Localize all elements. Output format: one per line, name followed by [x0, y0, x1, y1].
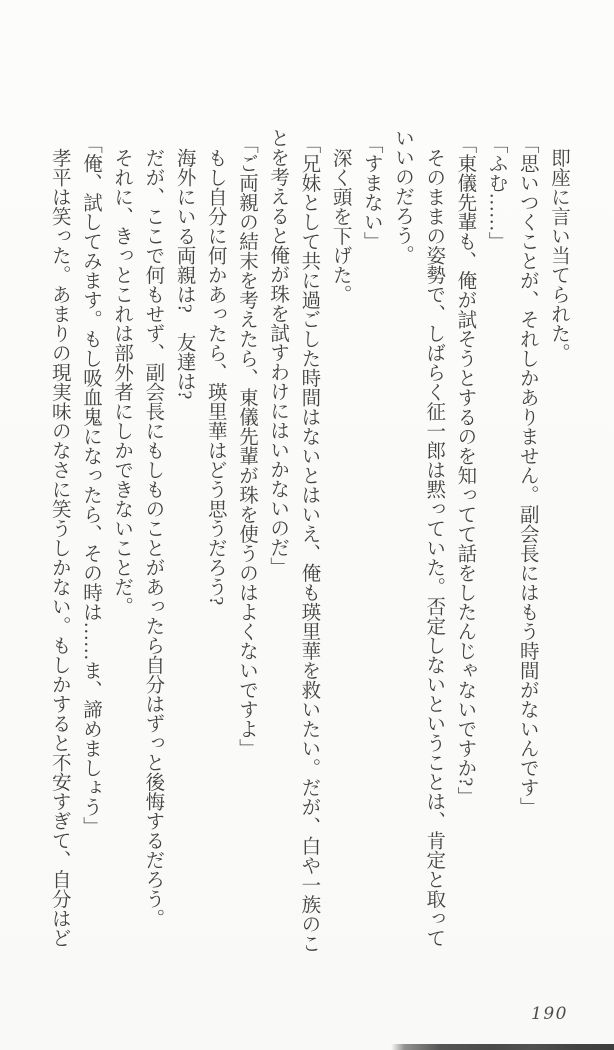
text-line: 即座に言い当てられた。	[548, 147, 569, 362]
text-line: 「兄妹として共に過ごした時間はないとはいえ、俺も瑛里華を救いたい。だが、白や一族のこ	[298, 134, 320, 953]
text-line: 「東儀先輩も、俺が試そうとするのを知ってて話をしたんじゃないですか?」	[454, 134, 476, 806]
page-bottom-edge-shadow	[391, 1044, 614, 1050]
text-block	[43, 128, 574, 982]
text-line: それに、きっとこれは部外者にしかできないことだ。	[111, 147, 133, 616]
text-line: 孝平は笑った。あまりの現実味のなさに笑うしかない。もしかすると不安すぎて、自分はど	[48, 147, 70, 947]
text-line: 「ふむ……」	[485, 134, 507, 251]
text-line: 海外にいる両親は? 友達は?	[173, 147, 195, 399]
text-line: そのままの姿勢で、しばらく征一郎は黙っていた。否定しないということは、肯定と取って	[423, 147, 445, 947]
text-line: いいのだろう。	[391, 128, 413, 265]
text-line: 深く頭を下げた。	[329, 147, 351, 304]
text-line: 「すまない」	[360, 134, 382, 251]
text-line: 「ご両親の結末を考えたら、東儀先輩が珠を使うのはよくないですよ」	[235, 134, 257, 758]
text-line: とを考えると俺が珠を試すわけにはいかないのだ」	[267, 128, 289, 577]
page-number: 190	[531, 1004, 568, 1024]
text-line: だが、ここで何もせず、副会長にもしものことがあったら自分はずっと後悔するだろう。	[142, 147, 164, 928]
text-line: 「俺、試してみます。もし吸血鬼になったら、その時は……ま、諦めましょう」	[79, 134, 101, 836]
text-line: 「思いつくことが、それしかありません。副会長にはもう時間がないんです」	[516, 134, 538, 817]
text-line: もし自分に何かあったら、瑛里華はどう思うだろう?	[204, 147, 226, 605]
